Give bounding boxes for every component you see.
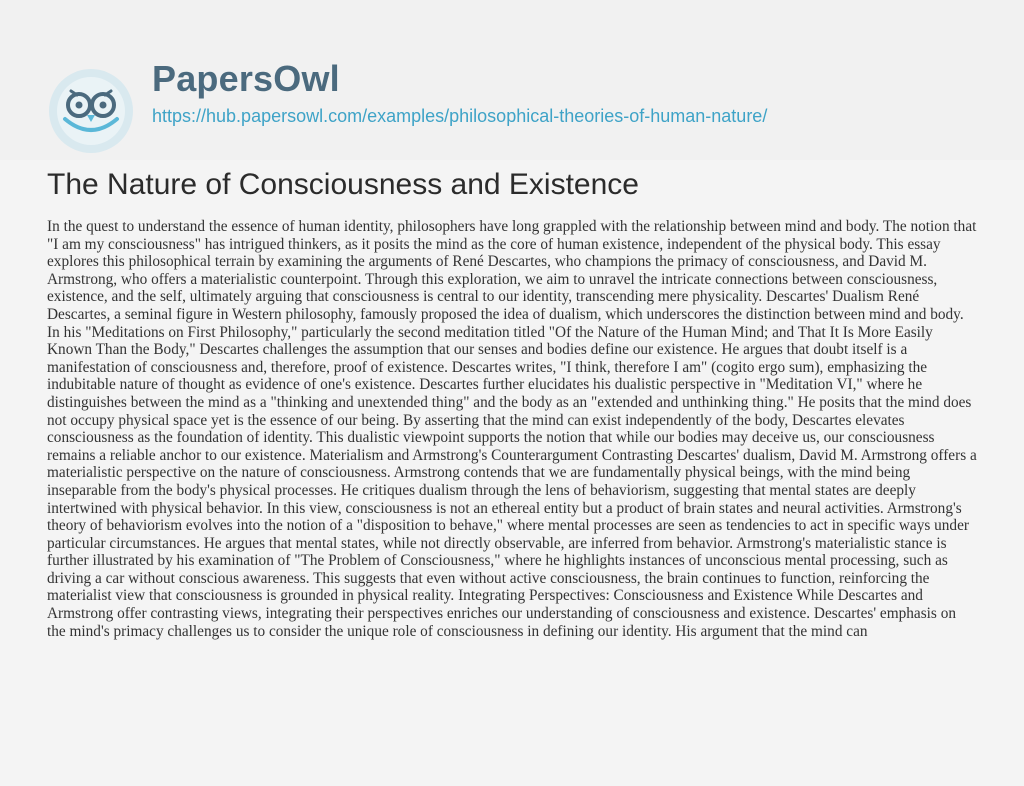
- source-url-link[interactable]: https://hub.papersowl.com/examples/philosophical-theories-of-human-nature/: [152, 106, 768, 126]
- page-footer-fade: [0, 734, 1024, 786]
- article-body: In the quest to understand the essence of human identity, philosophers have long grappled with the relationship between mind and body. The notion that "I am my consciousness" has intrigued thinkers, as it posits the mind as the core of human existence, independent of the physical body. This essay explores this philosophical terrain by examining the arguments of René Descartes, who champions the primacy of consciousness, and David M. Armstrong, who offers a materialistic counterpoint. Through this exploration, we aim to unravel the intricate connections between consciousness, existence, and the self, ultimately arguing that consciousness is central to our identity, transcending mere physicality. Descartes' Dualism René Descartes, a seminal figure in Western philosophy, famously proposed the idea of dualism, which underscores the distinction between mind and body. In his "Meditations on First Philosophy," particularly the second meditation titled "Of the Nature of the Human Mind; and That It Is More Easily Known Than the Body," Descartes challenges the assumption that our senses and bodies define our existence. He argues that doubt itself is a manifestation of consciousness and, therefore, proof of existence. Descartes writes, "I think, therefore I am" (cogito ergo sum), emphasizing the indubitable nature of thought as evidence of one's existence. Descartes further elucidates his dualistic perspective in "Meditation VI," where he distinguishes between the mind as a "thinking and unextended thing" and the body as an "extended and unthinking thing." He posits that the mind does not occupy physical space yet is the essence of our being. By asserting that the mind can exist independently of the body, Descartes elevates consciousness as the foundation of identity. This dualistic viewpoint supports the notion that while our bodies may deceive us, our consciousness remains a reliable anchor to our existence. Materialism and Armstrong's Counterargument Contrasting Descartes' dualism, David M. Armstrong offers a materialistic perspective on the nature of consciousness. Armstrong contends that we are fundamentally physical beings, with the mind being inseparable from the body's physical processes. He critiques dualism through the lens of behaviorism, suggesting that mental states are deeply intertwined with physical behavior. In this view, consciousness is not an ethereal entity but a product of brain states and neural activities. Armstrong's theory of behaviorism evolves into the notion of a "disposition to behave," where mental processes are seen as tendencies to act in specific ways under particular circumstances. He argues that mental states, while not directly observable, are inferred from behavior. Armstrong's materialistic stance is further illustrated by his examination of "The Problem of Consciousness," where he highlights instances of unconscious mental processing, such as driving a car without conscious awareness. This suggests that even without active consciousness, the brain continues to function, reinforcing the materialist view that consciousness is grounded in physical reality. Integrating Perspectives: Consciousness and Existence While Descartes and Armstrong offer contrasting views, integrating their perspectives enriches our understanding of consciousness and existence. Descartes' emphasis on the mind's primacy challenges us to consider the unique role of consciousness in defining our identity. His argument that the mind can: [47, 218, 977, 640]
- brand-name[interactable]: PapersOwl: [152, 58, 340, 99]
- owl-logo-icon[interactable]: [47, 67, 135, 155]
- article-title: The Nature of Consciousness and Existence: [47, 168, 639, 201]
- site-header: [0, 0, 1024, 160]
